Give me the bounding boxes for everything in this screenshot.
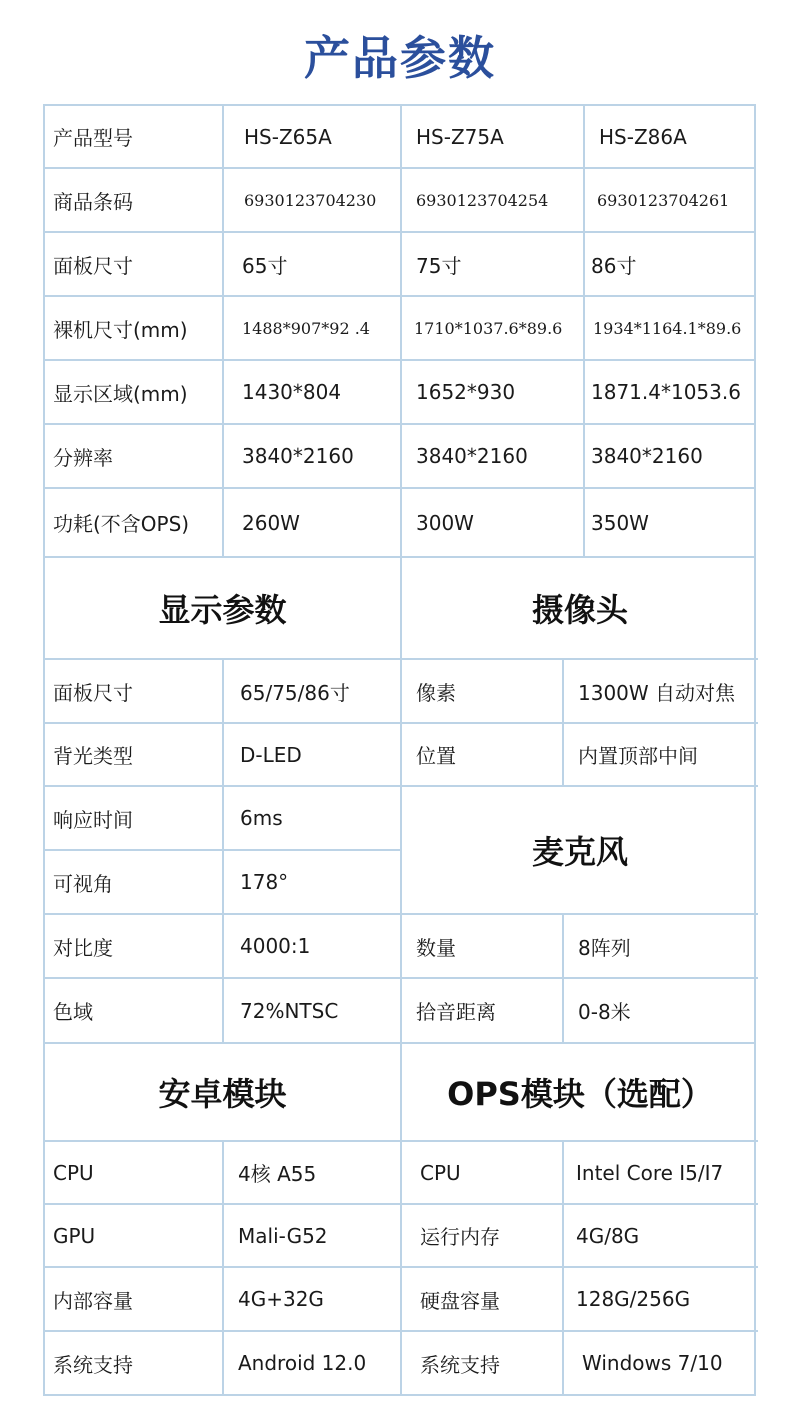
table-row [45, 233, 754, 297]
row-value: 65/75/86寸 [224, 660, 402, 722]
body-size-value: 1710*1037.6*89.6 [402, 297, 585, 359]
table-row [45, 1205, 402, 1268]
row-label: 对比度 [45, 915, 224, 977]
row-value: Windows 7/10 [582, 1351, 723, 1375]
table-row [45, 1142, 402, 1205]
power-value: 350W [591, 510, 649, 535]
display-area-value: 1430*804 [224, 361, 402, 423]
row-value: 8阵列 [578, 935, 631, 960]
row-label: 色域 [45, 979, 224, 1042]
table-row [45, 425, 754, 489]
display-params [45, 660, 754, 1042]
row-value: 1300W 自动对焦 [578, 680, 736, 705]
row-label: 产品型号 [45, 106, 224, 167]
barcode-value: 6930123704230 [224, 169, 402, 231]
module-params [45, 1142, 754, 1394]
row-label: 系统支持 [402, 1332, 564, 1394]
android-section-heading: 安卓模块 [45, 1044, 402, 1142]
row-value: Android 12.0 [224, 1332, 402, 1394]
divider [400, 660, 402, 1042]
row-label: 系统支持 [45, 1332, 224, 1394]
resolution-value: 3840*2160 [224, 425, 402, 487]
row-value: 128G/256G [576, 1287, 691, 1311]
power-value: 300W [402, 489, 585, 556]
row-label: 显示区域(mm) [45, 361, 224, 423]
camera-section-heading: 摄像头 [402, 558, 758, 660]
table-row [402, 660, 758, 724]
table-row [45, 915, 402, 979]
table-row [45, 361, 754, 425]
table-row [402, 1268, 758, 1332]
row-label: 位置 [402, 724, 564, 785]
table-row [45, 787, 402, 851]
row-value: 内置顶部中间 [578, 744, 698, 768]
row-label: 功耗(不含OPS) [45, 489, 224, 556]
table-row [45, 169, 754, 233]
table-row [45, 297, 754, 361]
row-label: 硬盘容量 [402, 1268, 564, 1330]
table-row [45, 489, 754, 556]
divider [400, 1142, 402, 1394]
table-row [45, 979, 402, 1042]
barcode-value: 6930123704261 [597, 190, 730, 210]
row-label: 分辨率 [45, 425, 224, 487]
row-value: 4G+32G [224, 1268, 402, 1330]
power-value: 260W [224, 489, 402, 556]
table-row [45, 724, 402, 787]
table-row [45, 851, 402, 915]
body-size-value: 1934*1164.1*89.6 [593, 318, 742, 338]
barcode-value: 6930123704254 [402, 169, 585, 231]
resolution-value: 3840*2160 [591, 444, 703, 468]
row-value: 4G/8G [576, 1223, 640, 1248]
row-value: 72%NTSC [224, 979, 402, 1042]
table-row [45, 1332, 402, 1394]
panel-size-value: 65寸 [224, 233, 402, 295]
display-section-heading: 显示参数 [45, 558, 402, 660]
page-title: 产品参数 [304, 31, 496, 85]
row-label: 像素 [402, 660, 564, 722]
body-size-value: 1488*907*92 .4 [224, 297, 402, 359]
row-label: 内部容量 [45, 1268, 224, 1330]
model-value: HS-Z75A [402, 106, 585, 167]
row-value: 178° [224, 851, 402, 913]
row-label: 面板尺寸 [45, 660, 224, 722]
panel-size-value: 75寸 [402, 233, 585, 295]
table-row [402, 724, 758, 787]
row-label: 拾音距离 [402, 979, 564, 1042]
ops-section-heading: OPS模块（选配） [402, 1044, 758, 1142]
row-value: 0-8米 [578, 1000, 631, 1024]
row-label: 数量 [402, 915, 564, 977]
row-value: Mali-G52 [224, 1205, 402, 1266]
spec-table [43, 104, 756, 1396]
row-label: 可视角 [45, 851, 224, 913]
model-value: HS-Z86A [599, 124, 687, 149]
table-row [45, 106, 754, 169]
row-value: Intel Core I5/I7 [576, 1160, 724, 1185]
panel-size-value: 86寸 [591, 253, 637, 278]
table-row [402, 1332, 758, 1394]
product-table [45, 106, 754, 556]
model-value: HS-Z65A [224, 106, 402, 167]
row-label: 响应时间 [45, 787, 224, 849]
table-row [45, 660, 402, 724]
resolution-value: 3840*2160 [402, 425, 585, 487]
row-label: CPU [402, 1142, 564, 1203]
row-label: CPU [45, 1142, 224, 1203]
table-row [402, 1142, 758, 1205]
row-value: 4核 A55 [224, 1142, 402, 1203]
row-label: GPU [45, 1205, 224, 1266]
table-row [402, 979, 758, 1042]
table-row [402, 915, 758, 979]
row-value: 4000:1 [224, 915, 402, 977]
display-area-value: 1871.4*1053.6 [591, 380, 741, 404]
row-label: 面板尺寸 [45, 233, 224, 295]
row-label: 商品条码 [45, 169, 224, 231]
row-label: 运行内存 [402, 1205, 564, 1266]
display-area-value: 1652*930 [402, 361, 585, 423]
table-row [402, 1205, 758, 1268]
row-label: 背光类型 [45, 724, 224, 785]
row-value: 6ms [224, 787, 402, 849]
mic-section-heading: 麦克风 [402, 787, 758, 915]
table-row [45, 1268, 402, 1332]
row-label: 裸机尺寸(mm) [45, 297, 224, 359]
row-value: D-LED [224, 724, 402, 785]
